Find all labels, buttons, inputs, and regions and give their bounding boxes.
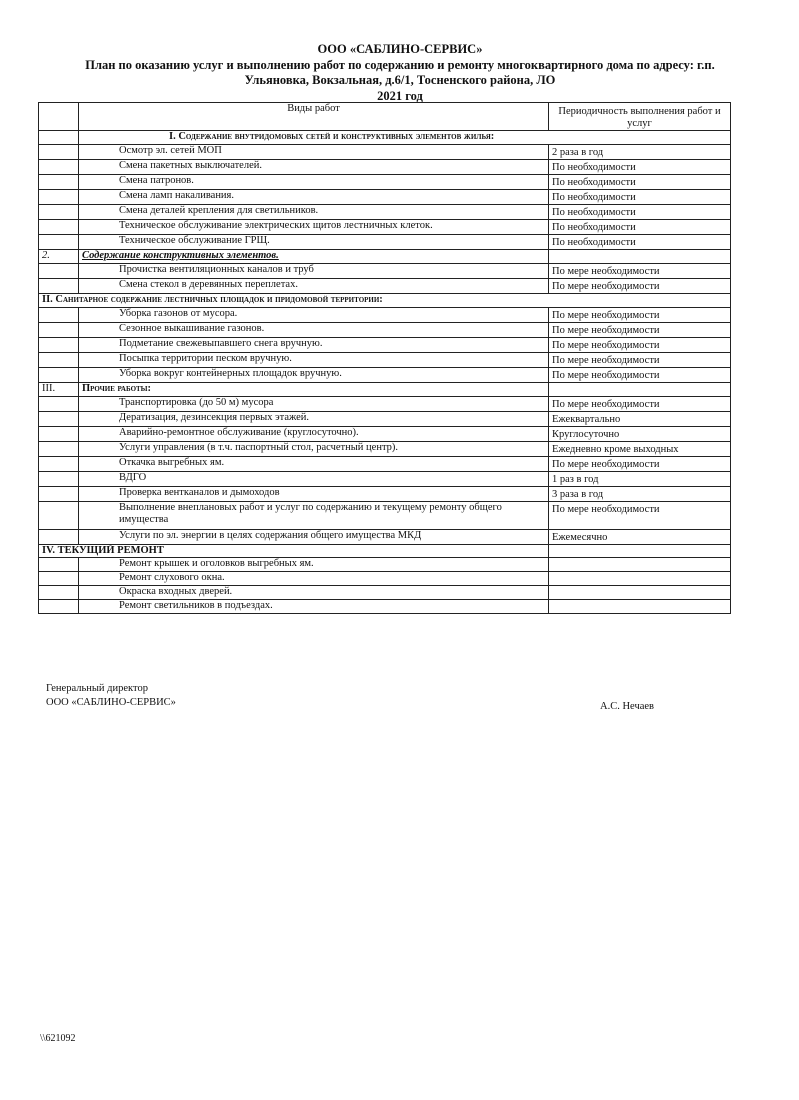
work-cell: Транспортировка (до 50 м) мусора	[79, 396, 549, 411]
row-number-cell	[39, 426, 79, 441]
work-cell: Услуги по эл. энергии в целях содержания общего имущества МКД	[79, 529, 549, 544]
work-cell: Смена ламп накаливания.	[79, 189, 549, 204]
section-row	[39, 544, 731, 558]
periodicity-cell: По необходимости	[549, 219, 731, 234]
work-cell: Уборка газонов от мусора.	[79, 307, 549, 322]
table-row	[39, 529, 731, 544]
works-plan-table	[38, 102, 731, 614]
table-row	[39, 558, 731, 572]
section-title: IV. ТЕКУЩИЙ РЕМОНТ	[39, 544, 549, 558]
periodicity-cell: Ежеквартально	[549, 411, 731, 426]
work-cell: Техническое обслуживание электрических щитов лестничных клеток.	[79, 219, 549, 234]
section-row	[39, 382, 731, 396]
table-row	[39, 307, 731, 322]
table-row	[39, 159, 731, 174]
row-number-cell	[39, 263, 79, 278]
row-number-cell	[39, 219, 79, 234]
row-number-cell	[39, 411, 79, 426]
work-cell: Выполнение внеплановых работ и услуг по содержанию и текущему ремонту общего имущества	[79, 501, 549, 529]
company-name: ООО «САБЛИНО-СЕРВИС»	[317, 42, 483, 56]
table-row	[39, 396, 731, 411]
periodicity-cell: По необходимости	[549, 204, 731, 219]
work-cell: Ремонт крышек и оголовков выгребных ям.	[79, 558, 549, 572]
row-number-cell	[39, 471, 79, 486]
periodicity-cell: По мере необходимости	[549, 337, 731, 352]
row-number-cell	[39, 307, 79, 322]
periodicity-cell: По мере необходимости	[549, 367, 731, 382]
table-row	[39, 426, 731, 441]
signature-block	[46, 682, 176, 710]
work-cell: Осмотр эл. сетей МОП	[79, 144, 549, 159]
section-number: III.	[39, 382, 79, 396]
periodicity-cell: По мере необходимости	[549, 307, 731, 322]
row-number-cell	[39, 204, 79, 219]
periodicity-cell: По необходимости	[549, 174, 731, 189]
periodicity-cell: По мере необходимости	[549, 263, 731, 278]
row-number-cell	[39, 529, 79, 544]
section-periodicity-cell	[549, 249, 731, 263]
table-row	[39, 352, 731, 367]
row-number-cell	[39, 234, 79, 249]
periodicity-cell: По мере необходимости	[549, 396, 731, 411]
table-row	[39, 322, 731, 337]
row-number-cell	[39, 278, 79, 293]
periodicity-cell: По необходимости	[549, 234, 731, 249]
table-row	[39, 204, 731, 219]
periodicity-cell: По необходимости	[549, 159, 731, 174]
table-row	[39, 411, 731, 426]
table-row	[39, 174, 731, 189]
row-number-cell	[39, 322, 79, 337]
row-number-cell	[39, 396, 79, 411]
work-cell: Смена деталей крепления для светильников.	[79, 204, 549, 219]
table-row	[39, 471, 731, 486]
row-number-cell	[39, 501, 79, 529]
table-row	[39, 337, 731, 352]
section-row	[39, 293, 731, 307]
plan-year: 2021 год	[377, 88, 423, 103]
document-number: \\621092	[40, 1033, 76, 1044]
row-number-cell	[39, 174, 79, 189]
section-periodicity-cell	[549, 544, 731, 558]
section-title: Прочие работы:	[79, 382, 549, 396]
periodicity-cell: Круглосуточно	[549, 426, 731, 441]
table-row	[39, 501, 731, 529]
signatory-name: А.С. Нечаев	[600, 701, 655, 712]
row-number-cell	[39, 159, 79, 174]
work-cell: Дератизация, дезинсекция первых этажей.	[79, 411, 549, 426]
section-row	[39, 131, 731, 145]
work-cell: Смена стекол в деревянных переплетах.	[79, 278, 549, 293]
header-number-cell	[39, 103, 79, 131]
periodicity-cell: По мере необходимости	[549, 501, 731, 529]
work-cell: Ремонт светильников в подъездах.	[79, 600, 549, 614]
work-cell: Посыпка территории песком вручную.	[79, 352, 549, 367]
work-cell: Прочистка вентиляционных каналов и труб	[79, 263, 549, 278]
row-number-cell	[39, 456, 79, 471]
periodicity-cell: По мере необходимости	[549, 322, 731, 337]
table-row	[39, 600, 731, 614]
row-number-cell	[39, 189, 79, 204]
table-row	[39, 586, 731, 600]
table-row	[39, 456, 731, 471]
work-cell: Смена патронов.	[79, 174, 549, 189]
position-title: Генеральный директор	[46, 683, 148, 694]
work-cell: Окраска входных дверей.	[79, 586, 549, 600]
periodicity-cell: По мере необходимости	[549, 456, 731, 471]
row-number-cell	[39, 572, 79, 586]
row-number-cell	[39, 367, 79, 382]
section-title: I. Содержание внутридомовых сетей и конструктивных элементов жилья:	[79, 131, 731, 145]
document-header	[40, 42, 760, 104]
periodicity-cell: 1 раз в год	[549, 471, 731, 486]
periodicity-cell: По мере необходимости	[549, 352, 731, 367]
section-row	[39, 249, 731, 263]
periodicity-cell	[549, 558, 731, 572]
table-row	[39, 278, 731, 293]
table-row	[39, 219, 731, 234]
plan-title-line2: Ульяновка, Вокзальная, д.6/1, Тосненского района, ЛО	[244, 73, 556, 87]
row-number-cell	[39, 337, 79, 352]
work-cell: Услуги управления (в т.ч. паспортный стол, расчетный центр).	[79, 441, 549, 456]
row-number-cell	[39, 586, 79, 600]
work-cell: Аварийно-ремонтное обслуживание (круглосуточно).	[79, 426, 549, 441]
table-row	[39, 367, 731, 382]
table-row	[39, 144, 731, 159]
section-title: Содержание конструктивных элементов.	[79, 249, 549, 263]
periodicity-cell: Ежемесячно	[549, 529, 731, 544]
table-row	[39, 189, 731, 204]
work-cell: Проверка вентканалов и дымоходов	[79, 486, 549, 501]
table-row	[39, 441, 731, 456]
work-cell: Сезонное выкашивание газонов.	[79, 322, 549, 337]
section-periodicity-cell	[549, 382, 731, 396]
work-cell: Ремонт слухового окна.	[79, 572, 549, 586]
periodicity-cell: По необходимости	[549, 189, 731, 204]
table-row	[39, 234, 731, 249]
row-number-cell	[39, 352, 79, 367]
periodicity-cell	[549, 586, 731, 600]
row-number-cell	[39, 558, 79, 572]
header-periodicity-cell: Периодичность выполнения работ и услуг	[549, 103, 731, 131]
table-header-row	[39, 103, 731, 131]
work-cell: Уборка вокруг контейнерных площадок вручную.	[79, 367, 549, 382]
periodicity-cell: 2 раза в год	[549, 144, 731, 159]
table-row	[39, 572, 731, 586]
row-number-cell	[39, 600, 79, 614]
plan-title-line1: План по оказанию услуг и выполнению работ по содержанию и ремонту многоквартирного дома по адресу: г.п.	[85, 57, 715, 72]
table-row	[39, 486, 731, 501]
periodicity-cell	[549, 572, 731, 586]
periodicity-cell: 3 раза в год	[549, 486, 731, 501]
periodicity-cell: По мере необходимости	[549, 278, 731, 293]
section-title: II. Санитарное содержание лестничных площадок и придомовой территории:	[39, 293, 731, 307]
position-company: ООО «САБЛИНО-СЕРВИС»	[46, 697, 176, 708]
section-number	[39, 131, 79, 145]
row-number-cell	[39, 441, 79, 456]
row-number-cell	[39, 486, 79, 501]
periodicity-cell	[549, 600, 731, 614]
work-cell: Техническое обслуживание ГРЩ.	[79, 234, 549, 249]
periodicity-cell: Ежедневно кроме выходных	[549, 441, 731, 456]
work-cell: Смена пакетных выключателей.	[79, 159, 549, 174]
section-number: 2.	[39, 249, 79, 263]
header-works-cell: Виды работ	[79, 103, 549, 131]
row-number-cell	[39, 144, 79, 159]
work-cell: Подметание свежевыпавшего снега вручную.	[79, 337, 549, 352]
table-row	[39, 263, 731, 278]
work-cell: ВДГО	[79, 471, 549, 486]
work-cell: Откачка выгребных ям.	[79, 456, 549, 471]
